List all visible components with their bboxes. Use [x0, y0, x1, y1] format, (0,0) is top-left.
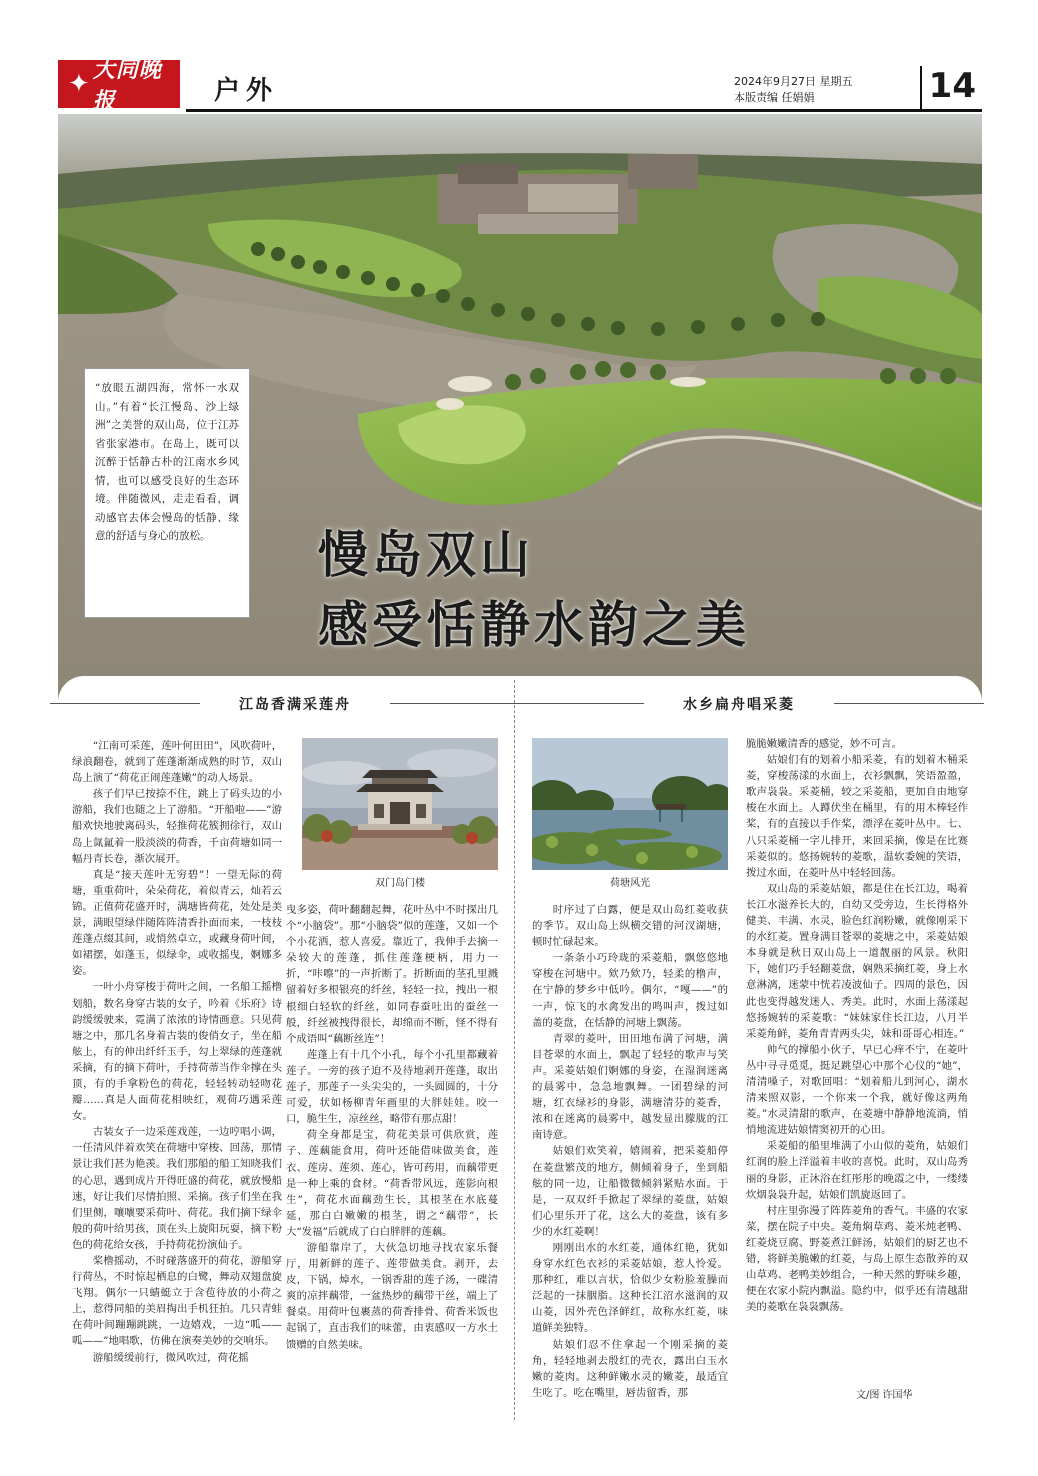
paragraph: 时序过了白露，便是双山岛红菱收获的季节。双山岛上纵横交错的河汊湖塘，顿时忙碌起来。 — [532, 904, 728, 949]
gate-tower-photo — [302, 738, 498, 870]
paragraph: 真是“接天莲叶无穷碧”！一望无际的荷塘，重重荷叶，朵朵荷花，着似青云，灿若云锦。正值荷花盛开时，满塘皆荷花，处处是美景，满眼望绿伴随阵阵清香扑面而来，一枝枝莲蓬点缀其间，或悄然卓立，或藏身荷叶间，如裙摆，如蓬玉，似绿伞，或收摇曳，婀娜多姿。 — [72, 868, 282, 978]
paragraph: 姑娘们忍不住拿起一个刚采摘的菱角，轻轻地剥去殷红的壳衣，露出白玉水嫩的菱肉。这种鲜嫩水灵的嫩菱，最适宜生吃了。吃在嘴里，唇齿留香，那 — [532, 1338, 728, 1399]
author-credit: 文/图 许国华 — [856, 1390, 913, 1401]
header-rule — [186, 109, 982, 112]
gate-tower-illustration — [302, 738, 498, 870]
intro-box: “放眼五湖四海，常怀一水双山。”有着“长江慢岛、沙上绿洲”之美誉的双山岛，位于江苏省张家港市。在岛上，既可以沉醉于恬静古朴的江南水乡风情，也可以感受良好的生态环境。伴随微风，走走看看，调动感官去体会慢岛的恬静、缘意的舒适与身心的放松。 — [84, 368, 250, 618]
paragraph: 游船靠岸了，大伙急切地寻找农家乐餐厅，用新鲜的莲子、莲带做美食。剥开，去皮，下锅，焯水，一锅香甜的莲子汤，一碟清爽的凉拌藕带，一盆热炒的藕带干丝，端上了餐桌。用荷叶包裹蒸的荷香排骨、荷香米饭也起锅了，直击我们的味蕾，由衷感叹一方水土馈赠的自然美味。 — [286, 1241, 498, 1351]
paragraph: 脆脆嫩嫩清香的感觉，妙不可言。 — [746, 738, 902, 750]
main-headline — [318, 520, 750, 660]
paragraph: 莲蓬上有十几个小孔，每个小孔里都藏着莲子。一旁的孩子迫不及待地剥开莲蓬，取出莲子，那莲子一头尖尖的，一头圆圆的，十分可爱，状如杨柳青年画里的大胖娃娃。咬一口，脆生生，凉丝丝，略带有那点甜！ — [286, 1048, 498, 1126]
column-divider — [514, 680, 515, 1420]
paragraph: 刚刚出水的水红菱，通体红艳，犹如身穿水红色衣衫的采菱姑娘，惹人怜爱。那种红，难以言状，恰似少女粉脸羞臊而泛起的一抹胭脂。这种长江沼水滋润的双山菱，因外壳色泽鲜红，故称水红菱，味道鲜美独特。 — [532, 1241, 728, 1335]
right-article-heading: 水乡扁舟唱采菱 — [664, 694, 814, 714]
left-article-heading: 江岛香满采莲舟 — [220, 694, 370, 714]
paragraph: 孩子们早已按捺不住，跳上了码头边的小游船，我们也随之上了游船。“开船啦——”游船欢快地驶离码头，轻推荷花簇拥徐行，双山岛上氤氲着一股淡淡的荷香，千亩荷塘如同一幅丹青长卷，渐次展开。 — [72, 788, 282, 865]
paragraph: 荷全身都是宝，荷花美景可供欣赏，莲子、莲藕能食用，荷叶还能借味做美食，莲衣、莲房、莲须、莲心，皆可药用，而藕带更是一种上乘的食材。“荷香带风远，莲影向根生”，荷花水面藕劲生长，其根茎在水底蔓延，那白白嫩嫩的根茎，谓之“藕带”，长大“发福”后就成了白白胖胖的莲藕。 — [286, 1129, 498, 1238]
paragraph: 姑娘们有的划着小船采菱，有的划着木桶采菱，穿梭荡漾的水面上，衣衫飘飘，笑语盈盈，歌声袅袅。采菱桶，较之采菱船，更加自由地穿梭在水面上。人蹲伏坐在桶里，有的用木棒轻作桨，有的直接以手作桨，漂浮在菱叶丛中。七、八只采菱桶一字儿排开，来回采摘，像是在比赛采菱似的。悠扬婉转的菱歌，温软委婉的笑语，拨过水面，在菱叶丛中轻轻回荡。 — [746, 754, 968, 879]
paragraph: 桨橹摇动，不时碰落盛开的荷花，游船穿行荷丛，不时惊起栖息的白鹭，舞动双翅盘旋飞翔。偶尔一只蜻蜓立于含苞待放的小荷之上，惹得同船的美眉掏出手机狂拍。几只青蛙在荷叶间蹦蹦跳跳，一边嬉戏，一边“呱——呱——”地唱歌，仿佛在演奏美妙的交响乐。 — [72, 1255, 282, 1348]
page-editor: 本版责编 任娟娟 — [734, 91, 815, 104]
right-photo-caption: 荷塘风光 — [610, 878, 650, 889]
paragraph: 姑娘们欢笑着，嬉闹着，把采菱船停在菱盘繁茂的地方，侧倾着身子，坐到船舷的同一边，让船微微倾斜紧贴水面。于是，一双双纤手掀起了翠绿的菱盘，姑娘们心里乐开了花，这么大的菱盘，该有多少的水红菱啊！ — [532, 1145, 728, 1238]
page-number-divider — [920, 66, 922, 110]
paragraph: “江南可采莲，莲叶何田田”，风吹荷叶，绿浪翻卷，就到了莲蓬渐渐成熟的时节，双山岛上演了“荷花正闹莲蓬嫩”的动人场景。 — [72, 740, 282, 785]
paragraph: 古装女子一边采莲戏莲，一边哼唱小调，一任清风伴着欢笑在荷塘中穿梭、回荡，那情景让我们甚为艳羡。我们那船的船工知晓我们的心思，遇到成片开得旺盛的荷花，就放慢船速，好让我们尽情拍照、采摘。孩子们坐在我们里侧，嚷嚷要采荷叶、荷花。我们摘下绿伞般的荷叶给男孩，顶在头上旋阳玩耍，摘下粉色的荷花给女孩，手持荷花扮演仙子。 — [72, 1126, 282, 1251]
headline-line-1: 慢岛双山 — [318, 525, 534, 584]
left-article-col1 — [72, 738, 282, 1366]
dateline — [734, 74, 853, 106]
right-article-col1 — [532, 902, 728, 1401]
paragraph: 青翠的菱叶，田田地布满了河塘，满目苍翠的水面上，飘起了轻轻的歌声与笑声。采菱姑娘们婀娜的身姿，在湿润迷离的晨雾中，急急地飘舞。一团碧绿的河塘，红衣绿衫的身影，满塘清芬的菱香，浓和在迷离的晨雾中，越发显出朦胧的江南诗意。 — [532, 1032, 728, 1142]
paragraph: 帅气的撑船小伙子，早已心痒不宁，在菱叶丛中寻寻觅觅，挺足跳望心中那个心仪的“她”，清清嗓子，对歌回唱：“划着船儿到河心，湖水清来照双影，一个你来一个我，就好像这两角菱。”水灵清甜的歌声，在菱塘中静静地流淌，悄悄地流进姑娘情窦初开的心田。 — [746, 1043, 968, 1137]
paragraph: 游船缓缓前行，微风吹过，荷花摇 — [92, 1351, 249, 1364]
paragraph: 曳多姿，荷叶翻翻起舞，花叶丛中不时探出几个“小脑袋”。那“小脑袋”似的莲蓬，又如一个个小花洒，惹人喜爱。靠近了，我伸手去摘一朵较大的莲蓬，抓住莲蓬梗柄，用力一折，“咔嚓”的一声折断了。折断面的茎孔里溅留着好多根银亮的纤丝，轻轻一拉，拽出一根根细白轻软的纤丝，如同春蚕吐出的蚕丝一般，纤丝被拽得很长，却绵而不断，怪不得有个成语叫“藕断丝连”！ — [286, 904, 498, 1045]
left-photo-caption: 双门岛门楼 — [375, 878, 425, 889]
page-number: 14 — [928, 66, 976, 106]
masthead — [58, 60, 982, 112]
paragraph: 村庄里弥漫了阵阵菱角的香气。丰盛的农家菜，摆在院子中央。菱角焖草鸡、菱米炖老鸭、红菱烧豆腐、野菱煮江鲜汤，姑娘们的厨艺也不错，将鲜美脆嫩的红菱，与岛上原生态散养的双山草鸡、老鸭美妙组合，一种天然的野味乡趣，便在农家小院内飘溢。隐约中，似乎还有清越甜美的菱歌在袅袅飘荡。 — [746, 1204, 968, 1314]
right-article-col2 — [746, 736, 968, 1315]
left-article-col2 — [286, 902, 498, 1353]
paragraph: 一叶小舟穿梭于荷叶之间，一名船工摇橹划船，数名身穿古装的女子，吟着《乐府》诗韵缓缓驶来，霓满了浓浓的诗情画意。只见荷塘之中，那几名身着古装的俊俏女子，坐在船舷上，有的伸出纤纤玉手，勾上翠绿的莲蓬就采摘，有的摘下荷叶，手持荷蒂当作伞撑在头顶，有的手拿粉色的荷花，轻轻转动轻吻花瓣……真是人面荷花相映红，观荷巧遇采莲女。 — [72, 981, 282, 1123]
lotus-pond-illustration — [532, 738, 728, 870]
headline-line-2: 感受恬静水韵之美 — [318, 595, 750, 654]
paragraph: 采菱船的船里堆满了小山似的菱角，姑娘们红润的脸上洋溢着丰收的喜悦。此时，双山岛秀丽的身影，正沐浴在红彤彤的晚霞之中，一缕缕炊烟袅袅升起，姑娘们凯旋返回了。 — [746, 1140, 968, 1201]
paragraph: 双山岛的采菱姑娘，都是住在长江边，喝着长江水滋养长大的，自幼又受旁边，生长得格外健美、丰满、水灵，脸色红润粉嫩，就像刚采下的水红菱。置身满目苍翠的菱塘之中，采菱姑娘本身就是秋日双山岛上一道靓丽的风景。秋阳下，她们巧手轻翻菱盘，娴熟采摘红菱，身上水意淋漓，迷蒙中恍若凌波仙子。四周的景色，因此也变得越发迷人、秀美。此时，水面上荡漾起悠扬婉转的采菱歌：“妹妹家住长江边，八月半采菱角鲜，菱角青青两头尖，妹和哥哥心相连。” — [746, 882, 968, 1040]
newspaper-logo[interactable] — [58, 58, 180, 114]
logo-text: 大同晚报 — [92, 58, 162, 114]
lotus-pond-photo — [532, 738, 728, 870]
section-name: 户外 — [214, 76, 279, 106]
logo-mark-icon: ✦ — [68, 69, 91, 99]
issue-date: 2024年9月27日 星期五 — [734, 75, 853, 88]
paragraph: 一条条小巧玲珑的采菱船，飘悠悠地穿梭在河塘中。欸乃欸乃，轻柔的橹声，在宁静的梦乡中低吟。偶尔，“嘎——”的一声，惊飞的水禽发出的鸣叫声，拨过如盖的菱盘，在恬静的河塘上飘荡。 — [532, 952, 728, 1029]
